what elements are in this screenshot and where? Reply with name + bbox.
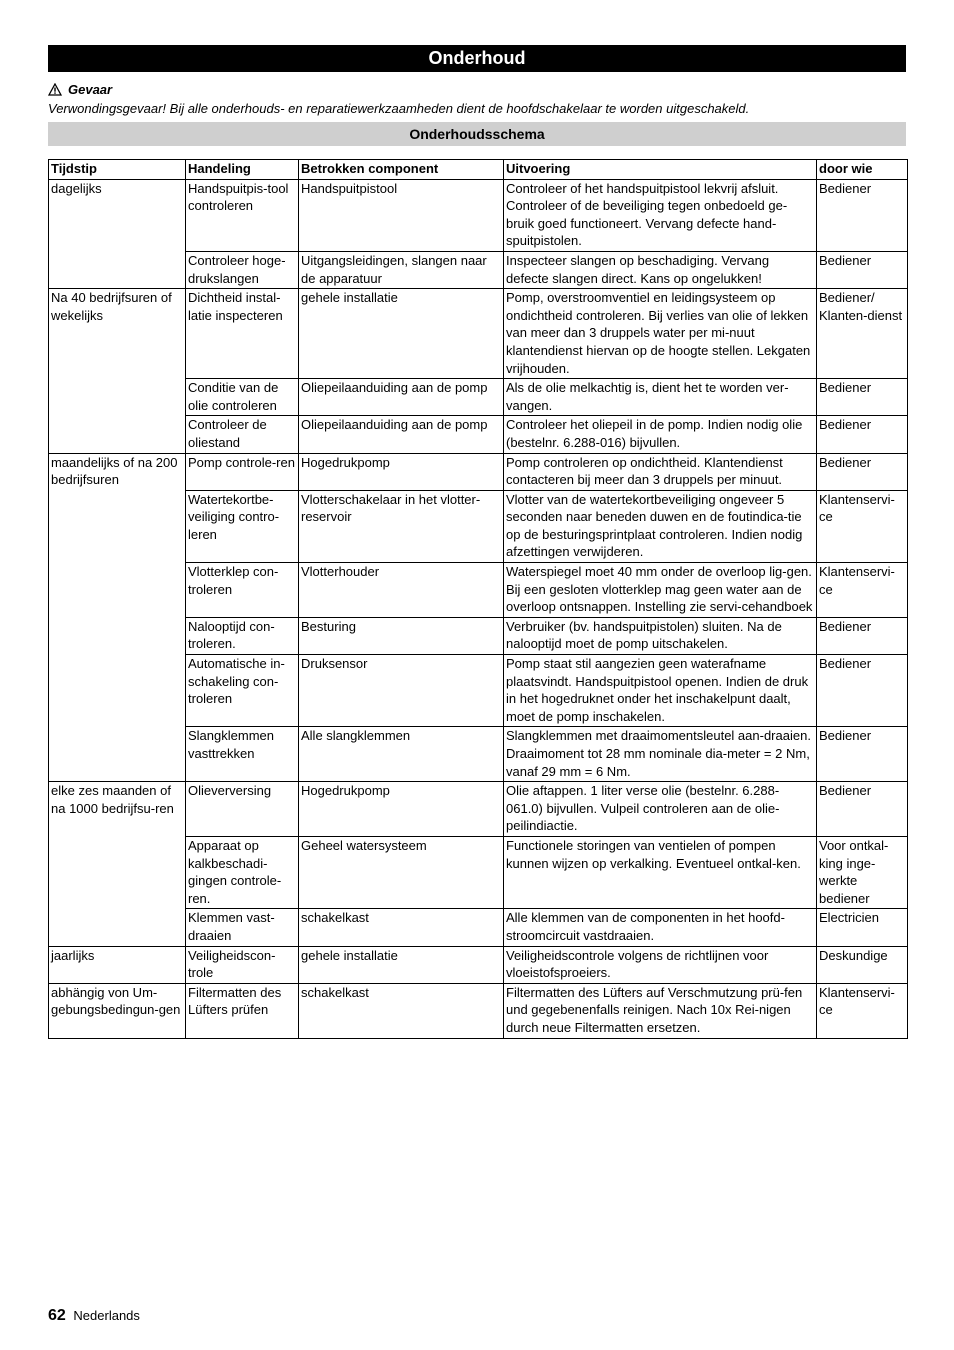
tijdstip-cell: Na 40 bedrijfsuren of wekelijks — [49, 289, 186, 453]
tijdstip-cell: maandelijks of na 200 bedrijfsuren — [49, 453, 186, 782]
door-wie-cell: Bediener — [817, 727, 908, 782]
uitvoering-cell: Inspecteer slangen op beschadiging. Vervang defecte slangen direct. Kans op ongelukken! — [504, 251, 817, 288]
door-wie-cell: Deskundige — [817, 946, 908, 983]
component-cell: Hogedrukpomp — [299, 782, 504, 837]
door-wie-cell: Bediener — [817, 379, 908, 416]
door-wie-cell: Klantenservi-ce — [817, 983, 908, 1038]
uitvoering-cell: Pomp controleren op ondichtheid. Klantendienst contacteren bij meer dan 3 druppels per minuut. — [504, 453, 817, 490]
handeling-cell: Filtermatten des Lüfters prüfen — [186, 983, 299, 1038]
component-cell: Oliepeilaanduiding aan de pomp — [299, 379, 504, 416]
column-header: Uitvoering — [504, 160, 817, 180]
component-cell: Geheel watersysteem — [299, 836, 504, 908]
uitvoering-cell: Verbruiker (bv. handspuitpistolen) sluiten. Na de nalooptijd moet de pomp uitschakelen. — [504, 617, 817, 654]
tijdstip-cell: elke zes maanden of na 1000 bedrijfsu-ren — [49, 782, 186, 946]
uitvoering-cell: Functionele storingen van ventielen of pompen kunnen wijzen op verkalking. Eventueel ontkal-ken. — [504, 836, 817, 908]
column-header: door wie — [817, 160, 908, 180]
component-cell: Besturing — [299, 617, 504, 654]
handeling-cell: Apparaat op kalkbeschadi-gingen controle-ren. — [186, 836, 299, 908]
page-footer — [48, 1307, 140, 1325]
warning-block — [48, 80, 908, 118]
tijdstip-cell: jaarlijks — [49, 946, 186, 983]
table-row — [49, 983, 908, 1038]
table-row — [49, 289, 908, 379]
table-row — [49, 453, 908, 490]
component-cell: Handspuitpistool — [299, 179, 504, 251]
handeling-cell: Watertekortbe-veiliging contro-leren — [186, 490, 299, 562]
door-wie-cell: Bediener — [817, 617, 908, 654]
door-wie-cell: Klantenservi-ce — [817, 563, 908, 618]
door-wie-cell: Klantenservi-ce — [817, 490, 908, 562]
table-row — [49, 946, 908, 983]
door-wie-cell: Voor ontkal-king inge-werkte bediener — [817, 836, 908, 908]
uitvoering-cell: Als de olie melkachtig is, dient het te worden ver-vangen. — [504, 379, 817, 416]
component-cell: Vlotterschakelaar in het vlotter-reservoir — [299, 490, 504, 562]
uitvoering-cell: Filtermatten des Lüfters auf Verschmutzung prü-fen und gegebenenfalls reinigen. Nach 10x Rei-nigen durch neue Filtermatten ersetzen. — [504, 983, 817, 1038]
handeling-cell: Olieverversing — [186, 782, 299, 837]
component-cell: gehele installatie — [299, 946, 504, 983]
door-wie-cell: Bediener — [817, 251, 908, 288]
uitvoering-cell: Slangklemmen met draaimomentsleutel aan-draaien. Draaimoment tot 28 mm nominale dia-meter = 2 Nm, vanaf 29 mm = 6 Nm. — [504, 727, 817, 782]
door-wie-cell: Bediener — [817, 655, 908, 727]
maintenance-table — [48, 159, 908, 1039]
handeling-cell: Handspuitpis-tool controleren — [186, 179, 299, 251]
column-header: Betrokken component — [299, 160, 504, 180]
table-body — [49, 179, 908, 1038]
uitvoering-cell: Waterspiegel moet 40 mm onder de overloop lig-gen. Bij een gesloten vlotterklep mag geen water aan de overloop ontsnappen. Instelling zie servi-cehandboek — [504, 563, 817, 618]
handeling-cell: Nalooptijd con-troleren. — [186, 617, 299, 654]
component-cell: Druksensor — [299, 655, 504, 727]
door-wie-cell: Bediener — [817, 782, 908, 837]
handeling-cell: Vlotterklep con-troleren — [186, 563, 299, 618]
uitvoering-cell: Veiligheidscontrole volgens de richtlijnen voor vloeistofsproeiers. — [504, 946, 817, 983]
page-title: Onderhoud — [48, 45, 906, 72]
handeling-cell: Controleer de oliestand — [186, 416, 299, 453]
component-cell: Vlotterhouder — [299, 563, 504, 618]
door-wie-cell: Bediener — [817, 179, 908, 251]
door-wie-cell: Electricien — [817, 909, 908, 946]
door-wie-cell: Bediener/ Klanten-dienst — [817, 289, 908, 379]
uitvoering-cell: Olie aftappen. 1 liter verse olie (bestelnr. 6.288-061.0) bijvullen. Vulpeil controleren aan de olie-peilindiactie. — [504, 782, 817, 837]
table-row — [49, 782, 908, 837]
tijdstip-cell: abhängig von Um-gebungsbedingun-gen — [49, 983, 186, 1038]
warning-text: Verwondingsgevaar! Bij alle onderhouds- en reparatiewerkzaamheden dient de hoofdschakelaar te worden uitgeschakeld. — [48, 101, 750, 116]
component-cell: gehele installatie — [299, 289, 504, 379]
handeling-cell: Slangklemmen vasttrekken — [186, 727, 299, 782]
handeling-cell: Klemmen vast-draaien — [186, 909, 299, 946]
handeling-cell: Dichtheid instal-latie inspecteren — [186, 289, 299, 379]
component-cell: Uitgangsleidingen, slangen naar de apparatuur — [299, 251, 504, 288]
handeling-cell: Pomp controle-ren — [186, 453, 299, 490]
warning-heading-text: Gevaar — [68, 82, 113, 97]
door-wie-cell: Bediener — [817, 453, 908, 490]
warning-triangle-icon — [48, 83, 62, 96]
uitvoering-cell: Pomp, overstroomventiel en leidingsysteem op ondichtheid controleren. Bij verlies van olie of lekken van meer dan 3 druppels water per mi-nuut klantendienst hiervan op de hoogte stellen. Lekgaten vrijhouden. — [504, 289, 817, 379]
door-wie-cell: Bediener — [817, 416, 908, 453]
uitvoering-cell: Pomp staat stil aangezien geen waterafname plaatsvindt. Handspuitpistool openen. Indien de druk in het hogedruknet onder het inschakelpunt daalt, moet de pomp inschakelen. — [504, 655, 817, 727]
column-header: Handeling — [186, 160, 299, 180]
uitvoering-cell: Controleer het oliepeil in de pomp. Indien nodig olie (bestelnr. 6.288-016) bijvullen. — [504, 416, 817, 453]
handeling-cell: Veiligheidscon-trole — [186, 946, 299, 983]
page-number: 62 — [48, 1307, 66, 1324]
component-cell: Hogedrukpomp — [299, 453, 504, 490]
table-row — [49, 179, 908, 251]
uitvoering-cell: Vlotter van de watertekortbeveiliging ongeveer 5 seconden naar beneden duwen en de foutindica-tie op de besturingsprintplaat controleren. Indien nodig afzettingen verwijderen. — [504, 490, 817, 562]
column-header: Tijdstip — [49, 160, 186, 180]
footer-language: Nederlands — [73, 1308, 140, 1323]
component-cell: schakelkast — [299, 983, 504, 1038]
handeling-cell: Controleer hoge-drukslangen — [186, 251, 299, 288]
component-cell: schakelkast — [299, 909, 504, 946]
component-cell: Alle slangklemmen — [299, 727, 504, 782]
warning-heading — [48, 80, 908, 99]
table-header-row — [49, 160, 908, 180]
handeling-cell: Conditie van de olie controleren — [186, 379, 299, 416]
uitvoering-cell: Controleer of het handspuitpistool lekvrij afsluit. Controleer of de beveiliging tegen onbedoeld ge-bruik goed functioneert. Vervang defecte hand-spuitpistolen. — [504, 179, 817, 251]
handeling-cell: Automatische in-schakeling con-troleren — [186, 655, 299, 727]
component-cell: Oliepeilaanduiding aan de pomp — [299, 416, 504, 453]
tijdstip-cell: dagelijks — [49, 179, 186, 289]
uitvoering-cell: Alle klemmen van de componenten in het hoofd-stroomcircuit vastdraaien. — [504, 909, 817, 946]
section-title: Onderhoudsschema — [48, 122, 906, 146]
